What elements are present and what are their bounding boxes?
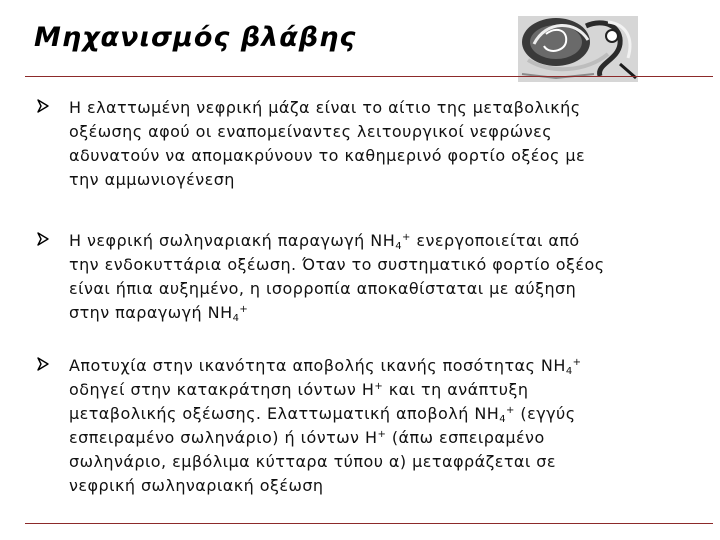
kidney-nephron-photo <box>516 14 644 84</box>
text-line: εσπειραμένο σωληνάριο) ή ιόντων H+ (άπω εσπειραμένο <box>69 428 545 447</box>
text-line: Αποτυχία στην ικανότητα αποβολής ικανής ποσότητας $NH_4^+$ <box>69 356 582 377</box>
text-line: οδηγεί στην κατακράτηση ιόντων H+ και τη ανάπτυξη <box>69 380 529 399</box>
title-divider <box>25 76 713 77</box>
text-line: μεταβολικής οξέωσης. Ελαττωματική αποβολή $NH_4^+$ (εγγύς <box>69 404 576 425</box>
text-line: την αμμωνιογένεση <box>69 170 235 189</box>
nephron-illustration <box>516 14 644 84</box>
bullet-text <box>69 229 719 325</box>
text-line: την ενδοκυττάρια οξέωση. Όταν το συστηματικό φορτίο οξέος <box>69 255 605 274</box>
text-line: Η νεφρική σωληναριακή παραγωγή $NH_4^+$ ενεργοποιείται από <box>69 231 580 252</box>
text-line: σωληνάριο, εμβόλιμα κύτταρα τύπου α) μεταφράζεται σε <box>69 452 556 471</box>
bullet-text <box>69 354 719 498</box>
bullet-text <box>69 96 719 192</box>
text-line: οξέωσης αφού οι εναπομείναντες λειτουργικοί νεφρώνες <box>69 122 553 141</box>
slide-title: Μηχανισμός βλάβης <box>34 22 357 53</box>
text-line: στην παραγωγή $NH_4^+$ <box>69 303 249 324</box>
arrow-right-icon <box>36 231 50 247</box>
text-line: αδυνατούν να απομακρύνουν το καθημερινό φορτίο οξέος με <box>69 146 586 165</box>
arrow-right-icon <box>36 98 50 114</box>
text-line: είναι ήπια αυξημένο, η ισορροπία αποκαθίσταται με αύξηση <box>69 279 577 298</box>
arrow-right-icon <box>36 356 50 372</box>
text-line: νεφρική σωληναριακή οξέωση <box>69 476 324 495</box>
footer-divider <box>25 523 713 524</box>
text-line: Η ελαττωμένη νεφρική μάζα είναι το αίτιο της μεταβολικής <box>69 98 581 117</box>
